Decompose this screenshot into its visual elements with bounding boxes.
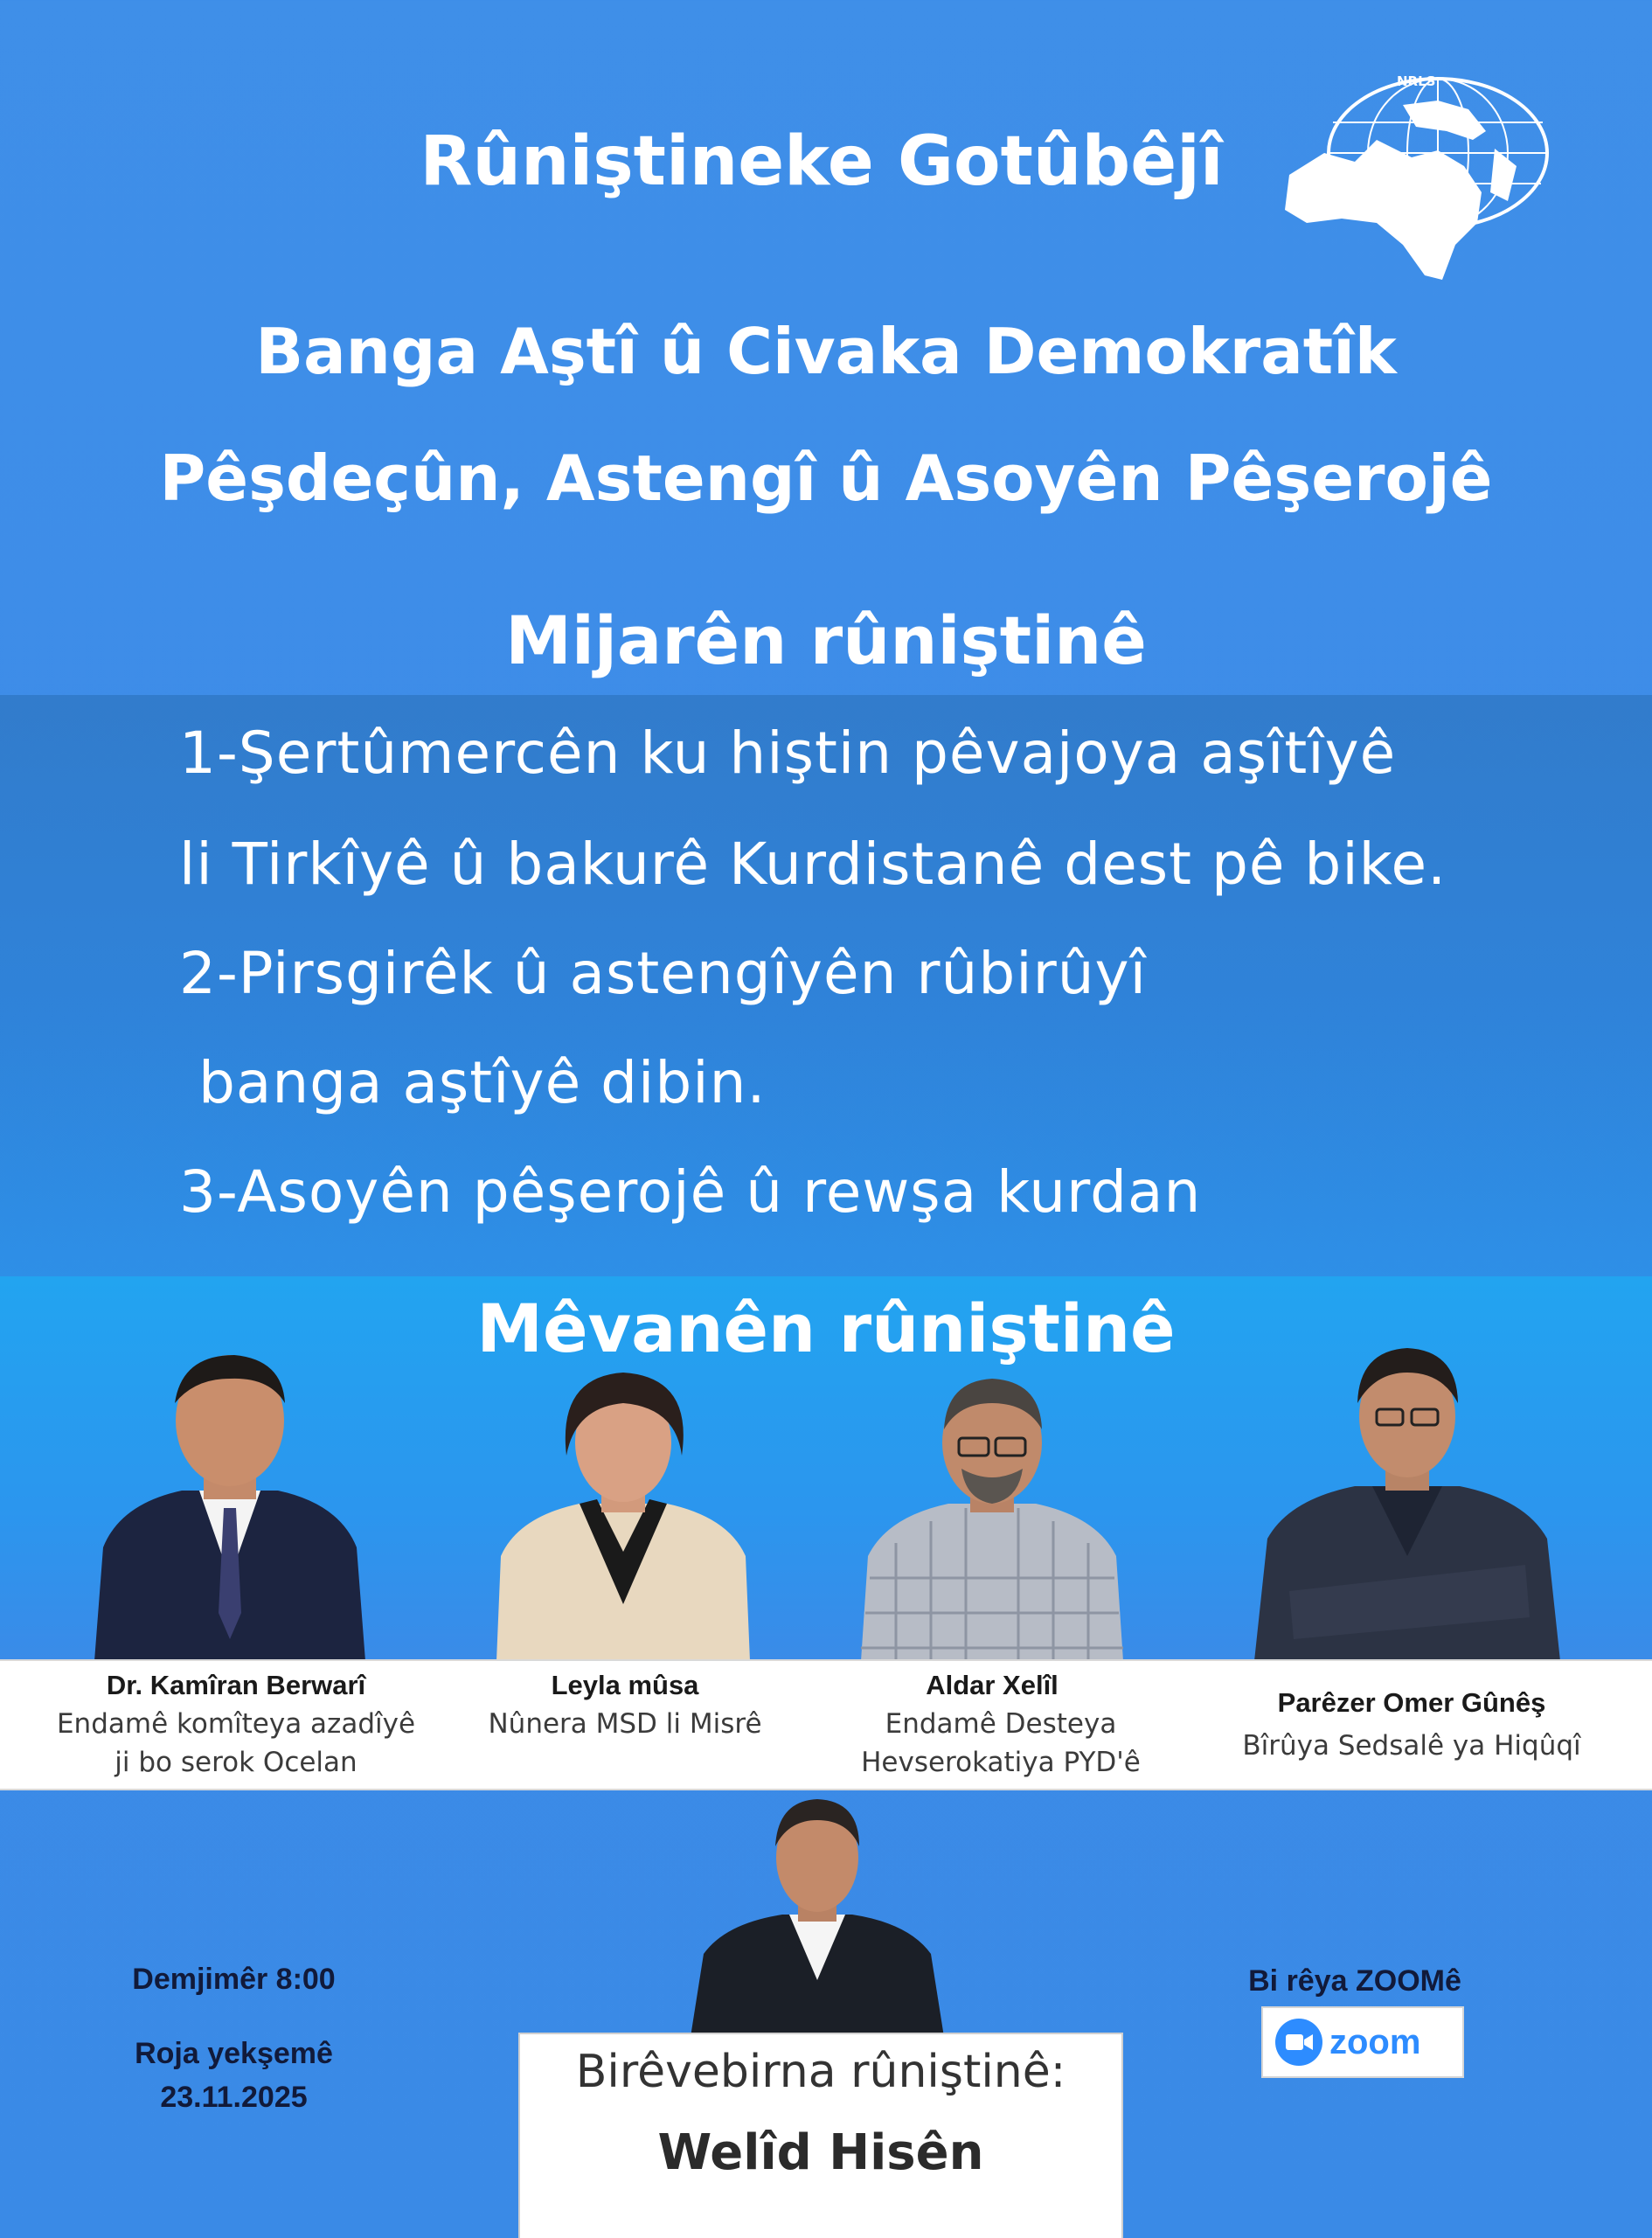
speaker-4-photo bbox=[1254, 1338, 1560, 1661]
speaker-name: Parêzer Omer Gûnêş bbox=[1277, 1687, 1546, 1718]
topic-line: li Tirkîyê û bakurê Kurdistanê dest pê bike. bbox=[179, 831, 1447, 898]
zoom-badge bbox=[1261, 2006, 1464, 2078]
topic-line: 3-Asoyên pêşerojê û rewşa kurdan bbox=[179, 1158, 1202, 1226]
topic-line: banga aştîyê dibin. bbox=[179, 1049, 767, 1116]
topic-line: 2-Pirsgirêk û astengîyên rûbirûyî bbox=[179, 940, 1147, 1007]
moderator-name: Welîd Hisên bbox=[657, 2124, 984, 2181]
event-title-line1: Banga Aştî û Civaka Demokratîk bbox=[255, 315, 1397, 388]
header-title: Rûniştineke Gotûbêjî bbox=[420, 122, 1224, 201]
topics-heading: Mijarên rûniştinê bbox=[505, 601, 1147, 679]
speaker-2-photo bbox=[496, 1368, 750, 1661]
platform-label: Bi rêya ZOOMê bbox=[1248, 1964, 1461, 1998]
schedule-time: Demjimêr 8:00 bbox=[132, 1963, 336, 1996]
topic-line: 1-Şertûmercên ku hiştin pêvajoya aşîtîyê bbox=[179, 719, 1397, 787]
speakers-heading: Mêvanên rûniştinê bbox=[476, 1289, 1176, 1367]
schedule-date: 23.11.2025 bbox=[160, 2081, 308, 2114]
speaker-3-photo bbox=[861, 1368, 1123, 1661]
schedule-day: Roja yekşemê bbox=[135, 2037, 333, 2070]
zoom-camera-icon bbox=[1275, 2019, 1322, 2066]
moderator-label: Birêvebirna rûniştinê: bbox=[575, 2046, 1066, 2098]
globe-map-icon bbox=[1272, 70, 1560, 297]
speaker-role: Nûnera MSD li Misrê bbox=[488, 1708, 762, 1740]
speaker-name: Aldar Xelîl bbox=[926, 1670, 1059, 1700]
speaker-role: Hevserokatiya PYD'ê bbox=[861, 1747, 1141, 1778]
topics-band bbox=[0, 695, 1652, 1276]
zoom-logo-text: zoom bbox=[1329, 2022, 1421, 2061]
speaker-name: Dr. Kamîran Berwarî bbox=[106, 1670, 366, 1700]
moderator-photo bbox=[686, 1792, 948, 2037]
speaker-role: Bîrûya Sedsalê ya Hiqûqî bbox=[1242, 1730, 1581, 1762]
logo-text: NRLS bbox=[1397, 73, 1436, 89]
speaker-role: Endamê Desteya bbox=[885, 1708, 1117, 1740]
speaker-role: Endamê komîteya azadîyê bbox=[56, 1708, 416, 1740]
speaker-name: Leyla mûsa bbox=[551, 1670, 699, 1700]
speaker-1-photo bbox=[94, 1351, 365, 1661]
event-title-line2: Pêşdeçûn, Astengî û Asoyên Pêşerojê bbox=[159, 441, 1493, 515]
speaker-role: ji bo serok Ocelan bbox=[115, 1747, 357, 1778]
